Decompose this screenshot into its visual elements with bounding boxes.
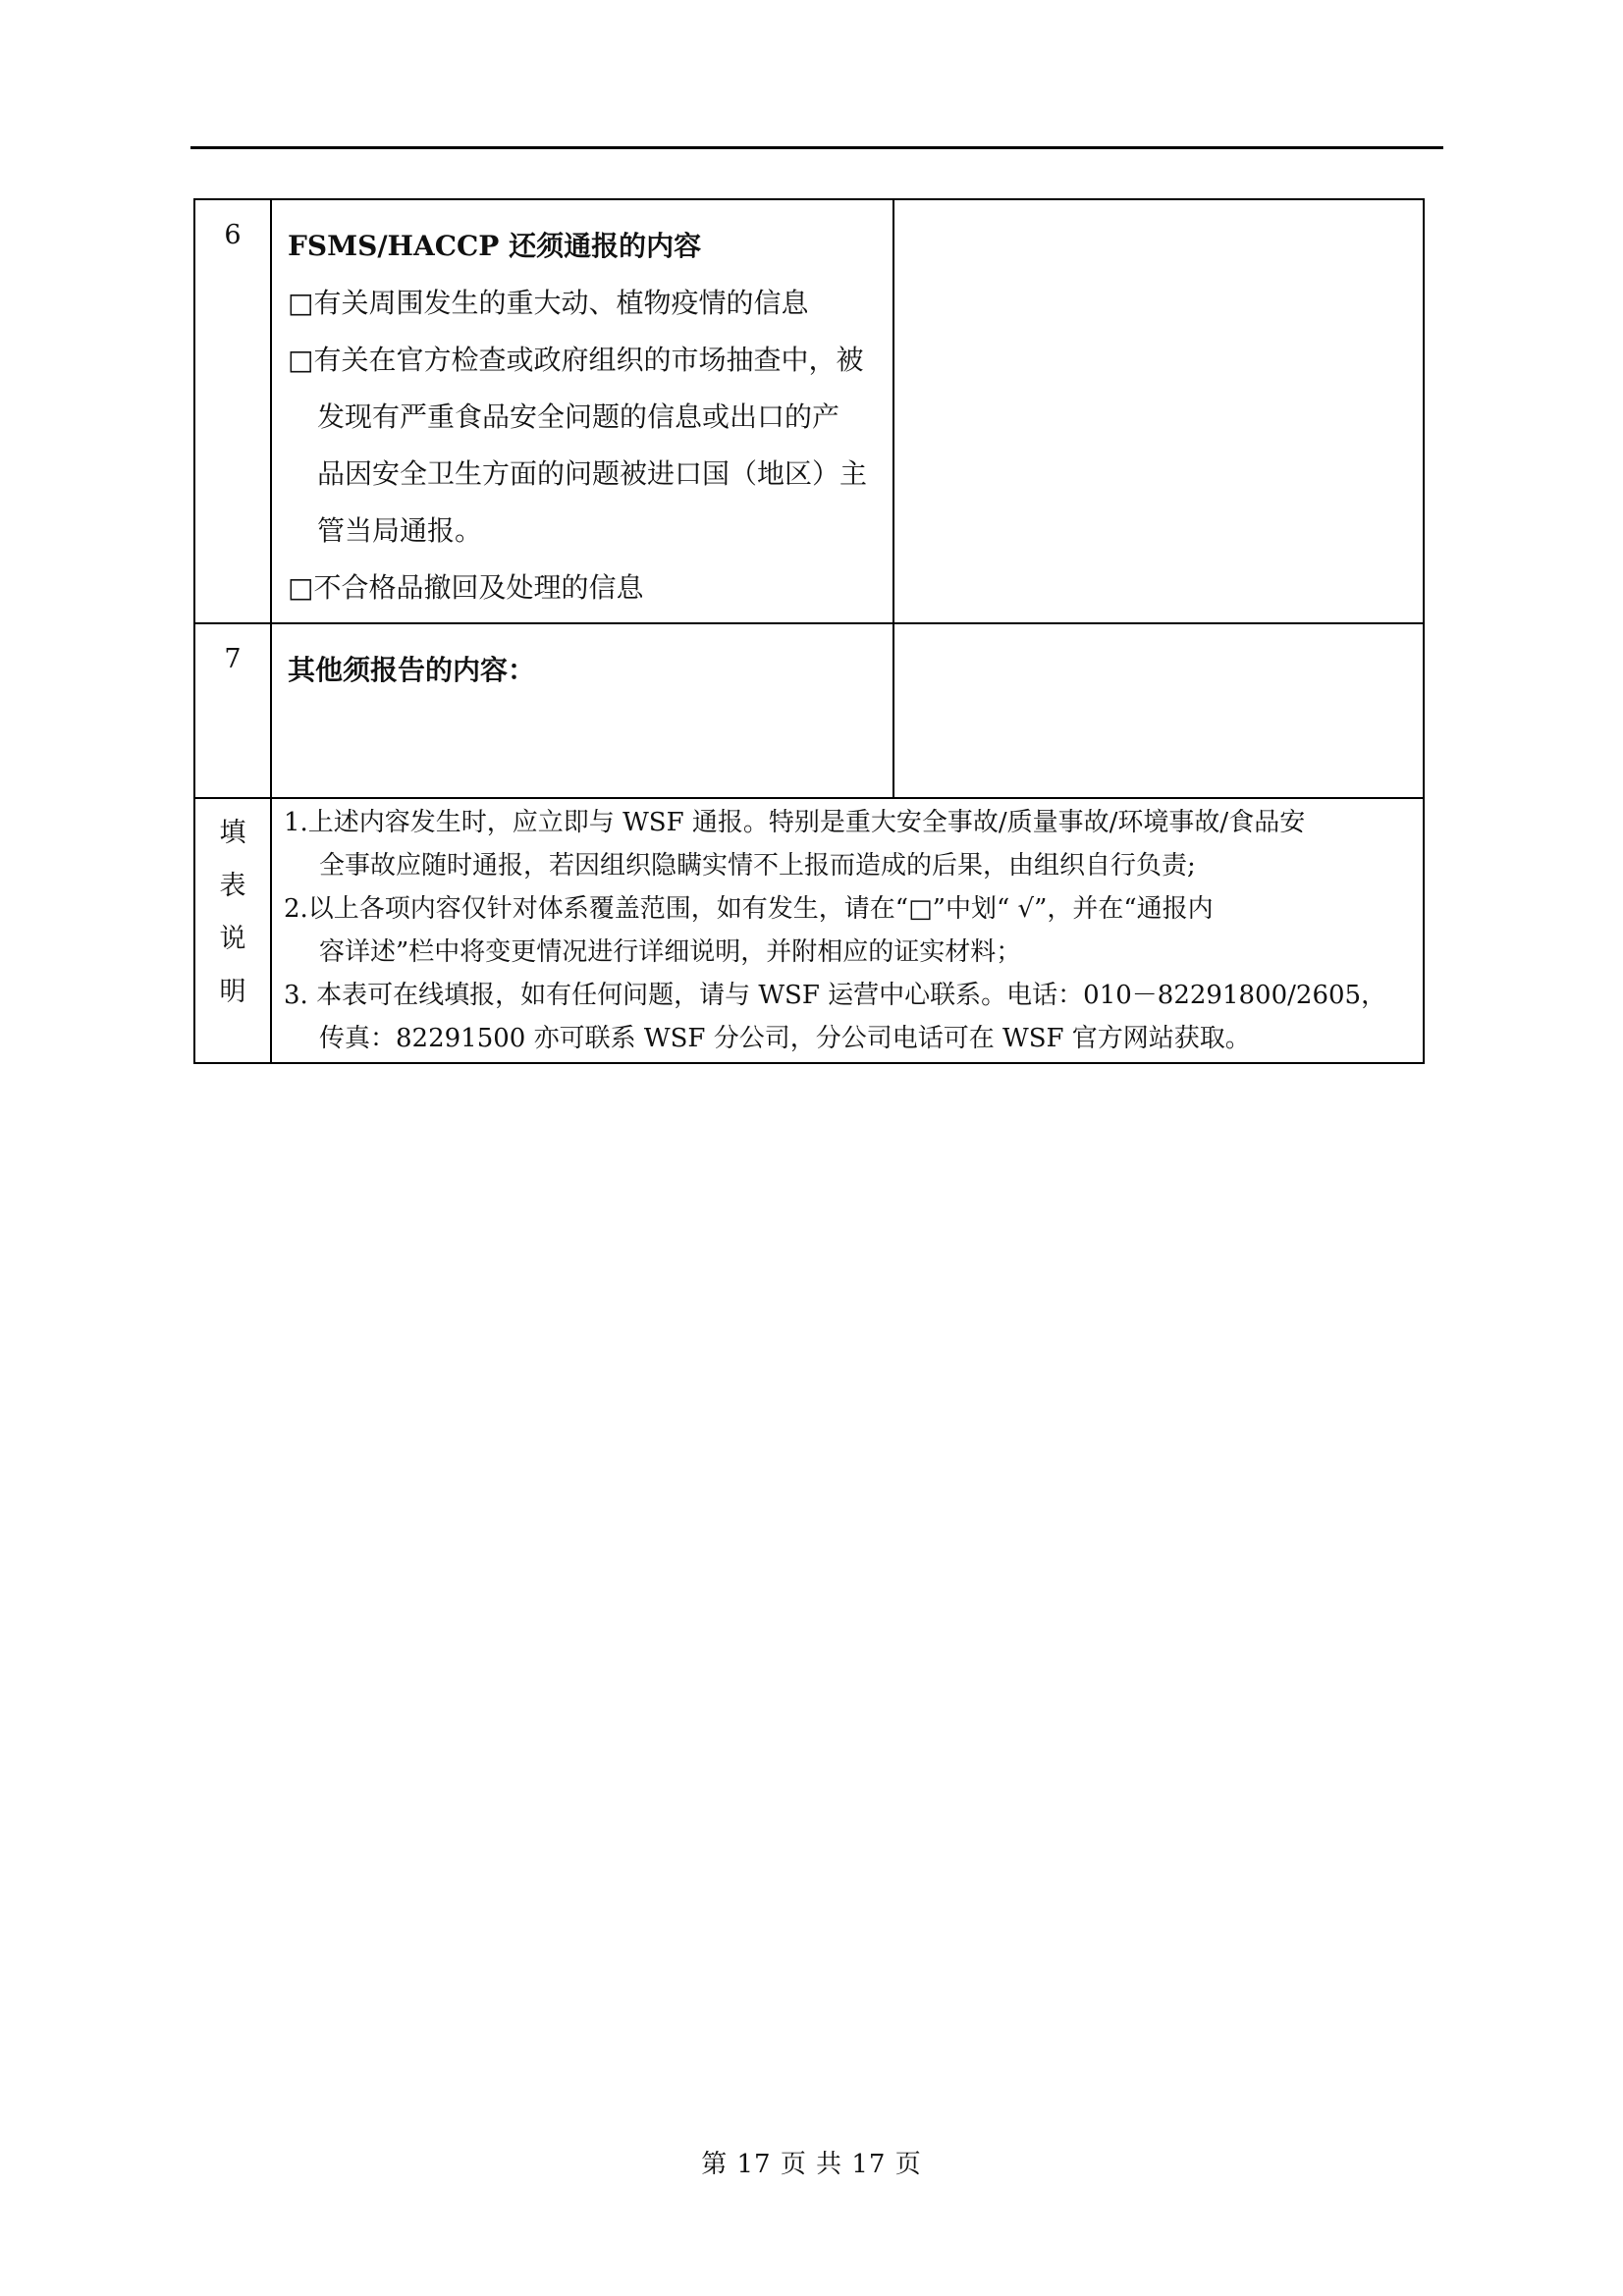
note-continuation: 传真：82291500 亦可联系 WSF 分公司，分公司电话可在 WSF 官方网站获取。 bbox=[319, 1024, 1251, 1053]
option-continuation: 管当局通报。 bbox=[317, 514, 483, 547]
row-heading: 其他须报告的内容： bbox=[288, 654, 536, 686]
notification-table bbox=[193, 198, 1425, 1064]
details-cell[interactable] bbox=[893, 199, 1424, 623]
checkbox-option[interactable]: □有关周围发生的重大动、植物疫情的信息 bbox=[288, 287, 809, 319]
notes-label bbox=[194, 798, 271, 1063]
note-item: 2.以上各项内容仅针对体系覆盖范围，如有发生，请在“□”中划“ √”，并在“通报内 bbox=[284, 894, 1214, 924]
notes-content bbox=[271, 798, 1424, 1063]
table-row bbox=[194, 623, 1424, 798]
row-number: 7 bbox=[194, 623, 271, 798]
note-item: 1.上述内容发生时，应立即与 WSF 通报。特别是重大安全事故/质量事故/环境事故/食品安 bbox=[284, 808, 1306, 837]
notes-label-char: 填 bbox=[219, 818, 246, 848]
notes-label-char: 表 bbox=[219, 871, 246, 901]
option-continuation: 发现有严重食品安全问题的信息或出口的产 bbox=[317, 400, 840, 433]
row-heading: FSMS/HACCP 还须通报的内容 bbox=[288, 230, 702, 262]
note-continuation: 容详述”栏中将变更情况进行详细说明，并附相应的证实材料； bbox=[319, 937, 1022, 967]
details-cell[interactable] bbox=[893, 623, 1424, 798]
notes-row bbox=[194, 798, 1424, 1063]
checkbox-option[interactable]: □有关在官方检查或政府组织的市场抽查中，被 bbox=[288, 344, 864, 376]
option-continuation: 品因安全卫生方面的问题被进口国（地区）主 bbox=[317, 457, 868, 490]
checkbox-option[interactable]: □不合格品撤回及处理的信息 bbox=[288, 571, 644, 604]
notes-label-char: 说 bbox=[219, 924, 246, 954]
row-content bbox=[271, 623, 893, 798]
row-content bbox=[271, 199, 893, 623]
header-rule bbox=[190, 146, 1443, 149]
note-continuation: 全事故应随时通报，若因组织隐瞒实情不上报而造成的后果，由组织自行负责; bbox=[319, 851, 1196, 881]
note-item: 3. 本表可在线填报，如有任何问题，请与 WSF 运营中心联系。电话：010－82291800/2605， bbox=[284, 981, 1387, 1010]
notes-label-char: 明 bbox=[219, 977, 246, 1007]
row-number: 6 bbox=[194, 199, 271, 623]
table-row bbox=[194, 199, 1424, 623]
page-number: 第 17 页 共 17 页 bbox=[701, 2150, 922, 2179]
